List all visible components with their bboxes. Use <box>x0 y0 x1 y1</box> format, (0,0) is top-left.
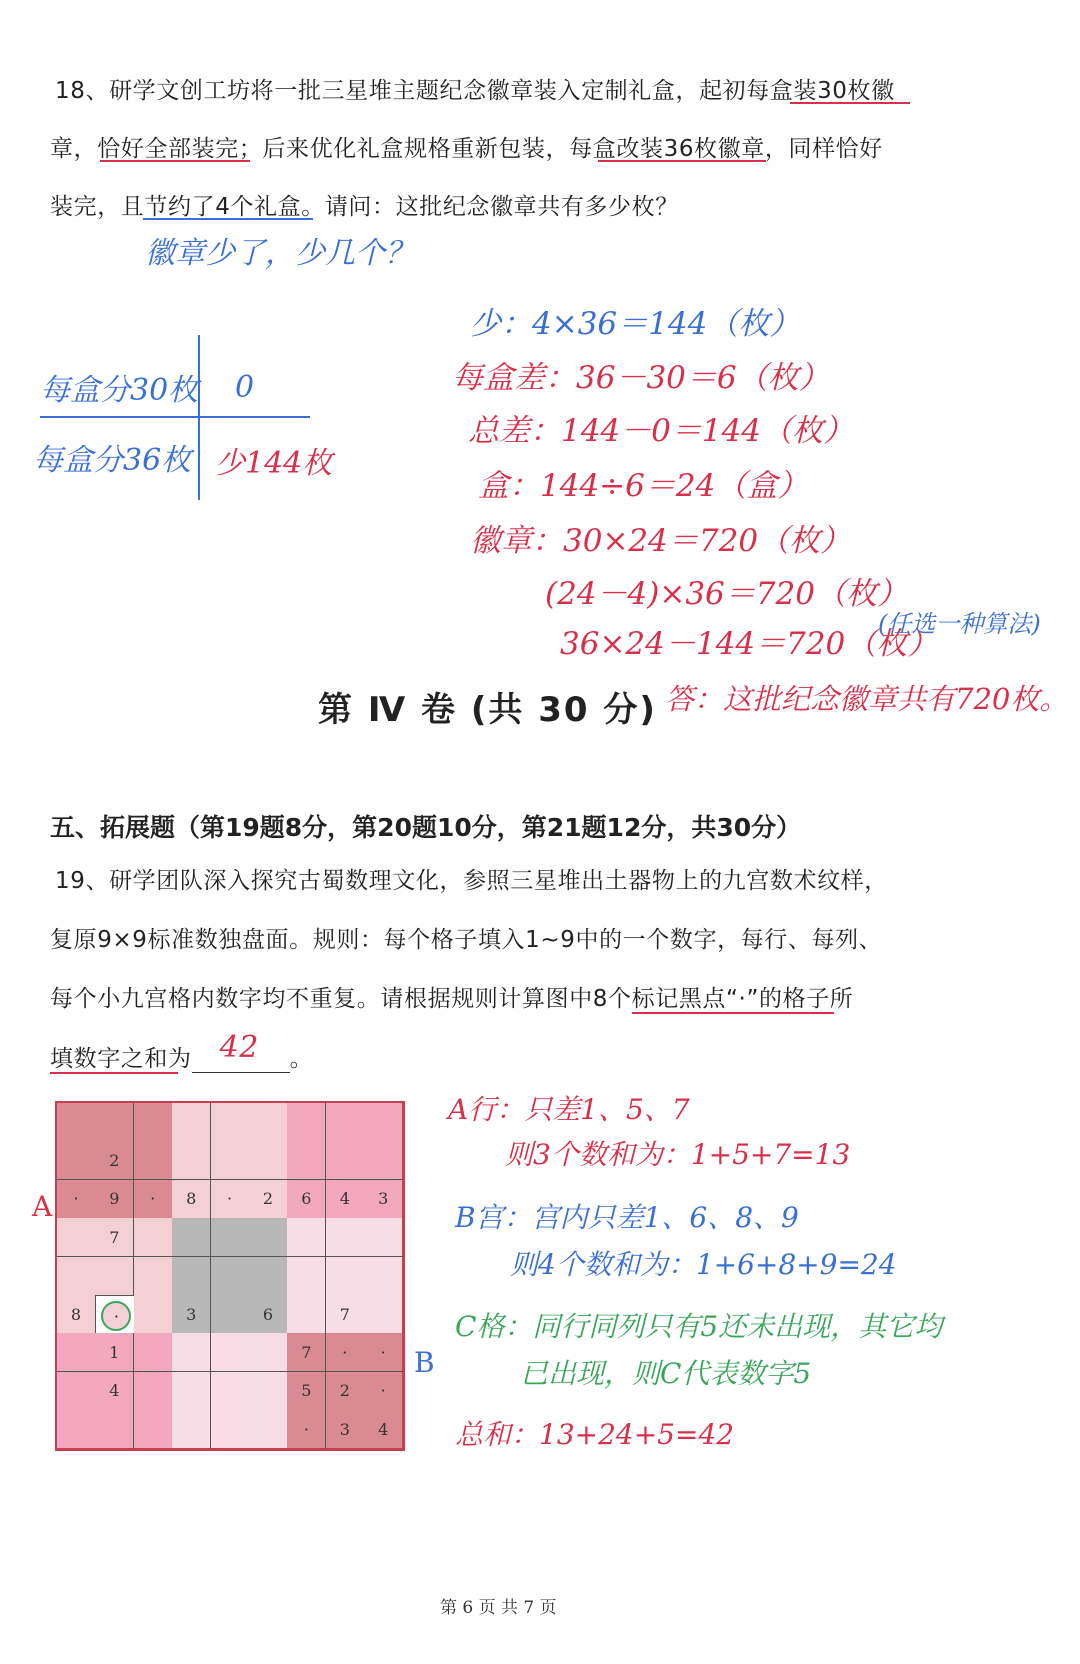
table-row1-value: 0 <box>235 370 255 405</box>
sudoku-grid <box>57 1103 411 1457</box>
sudoku-cell: 4 <box>364 1410 404 1450</box>
section5-title: 五、拓展题（第19题8分，第20题10分，第21题12分，共30分） <box>50 813 802 842</box>
sudoku-cell: 3 <box>172 1295 211 1335</box>
explain-a-1: A行：只差1、5、7 <box>448 1093 690 1126</box>
underline-mark <box>100 160 250 162</box>
table-row2-value: 少144枚 <box>215 446 333 481</box>
choose-note: (任选一种算法) <box>878 610 1041 638</box>
solution-step-6: (24－4)×36＝720（枚） <box>545 576 908 612</box>
sudoku-cell: 6 <box>287 1180 326 1220</box>
sudoku-cell: 8 <box>172 1180 211 1220</box>
solution-step-5: 徽章：30×24＝720（枚） <box>470 523 852 559</box>
sudoku-cell: 5 <box>287 1372 326 1411</box>
label-a: A <box>32 1190 53 1223</box>
sudoku-cell-c: · <box>101 1301 131 1331</box>
explain-c-2: 已出现，则C代表数字5 <box>520 1357 812 1390</box>
underline-mark <box>790 102 910 104</box>
sudoku-cell: 8 <box>57 1295 96 1335</box>
sudoku-cell: · <box>326 1333 365 1372</box>
sudoku-cell: 7 <box>326 1295 365 1335</box>
solution-step-2: 每盒差：36－30＝6（枚） <box>452 360 830 396</box>
sudoku-cell: 2 <box>249 1180 289 1220</box>
solution-step-1: 少：4×36＝144（枚） <box>470 306 801 342</box>
q19-line1: 19、研学团队深入探究古蜀数理文化，参照三星堆出土器物上的九宫数术纹样， <box>55 868 888 894</box>
explain-c-1: C格：同行同列只有5还未出现，其它均 <box>455 1310 943 1343</box>
sudoku-cell: · <box>134 1180 174 1220</box>
sudoku-cell: 6 <box>249 1295 289 1335</box>
q18-answer: 答：这批纪念徽章共有720枚。 <box>665 682 1069 716</box>
solution-step-7: 36×24－144＝720（枚） <box>560 626 939 662</box>
sudoku-cell: 7 <box>287 1333 326 1372</box>
sudoku-cell: 1 <box>95 1333 134 1372</box>
underline-mark <box>632 1012 834 1014</box>
explain-b-1: B宫：宫内只差1、6、8、9 <box>455 1201 799 1234</box>
q18-line1: 18、研学文创工坊将一批三星堆主题纪念徽章装入定制礼盒，起初每盒装30枚徽 <box>55 78 895 104</box>
page-footer: 第 6 页 共 7 页 <box>440 1598 557 1618</box>
sudoku-cell: 3 <box>364 1180 404 1220</box>
sudoku-cell: · <box>364 1333 404 1372</box>
explain-b-2: 则4个数和为：1+6+8+9=24 <box>510 1248 897 1281</box>
q18-line2: 章，恰好全部装完；后来优化礼盒规格重新包装，每盒改装36枚徽章，同样恰好 <box>50 136 883 162</box>
sudoku-cell: 3 <box>326 1410 365 1450</box>
sudoku-cell: 4 <box>95 1372 134 1411</box>
volume-title: 第 Ⅳ 卷 (共 30 分) <box>318 690 657 730</box>
table-hline <box>40 416 310 418</box>
label-b: B <box>414 1346 435 1379</box>
table-row1-label: 每盒分30枚 <box>40 373 199 408</box>
q19-line3: 每个小九宫格内数字均不重复。请根据规则计算图中8个标记黑点“·”的格子所 <box>50 986 854 1012</box>
explain-total: 总和：13+24+5=42 <box>455 1418 735 1451</box>
q18-note: 徽章少了，少几个？ <box>145 236 415 271</box>
underline-mark <box>143 218 313 220</box>
q19-line4: 填数字之和为 42 。 <box>50 1030 314 1072</box>
sudoku-cell: 2 <box>95 1141 134 1180</box>
underline-mark <box>50 1072 178 1074</box>
sudoku-cell: · <box>211 1180 250 1220</box>
sudoku-frame <box>55 1101 405 1451</box>
answer-blank[interactable]: 42 <box>192 1046 290 1073</box>
solution-step-4: 盒：144÷6＝24（盒） <box>478 468 809 504</box>
explain-a-2: 则3个数和为：1+5+7=13 <box>505 1138 851 1171</box>
q19-line2: 复原9×9标准数独盘面。规则：每个格子填入1~9中的一个数字，每行、每列、 <box>50 927 883 953</box>
sudoku-cell: · <box>57 1180 96 1220</box>
sudoku-cell: 7 <box>95 1218 134 1257</box>
sudoku-cell: 4 <box>326 1180 365 1220</box>
sudoku-cell: · <box>287 1410 326 1450</box>
table-row2-label: 每盒分36枚 <box>33 443 192 478</box>
sudoku-cell: 2 <box>326 1372 365 1411</box>
sudoku-cell: 9 <box>95 1180 134 1220</box>
q18-line3: 装完，且节约了4个礼盒。请问：这批纪念徽章共有多少枚？ <box>50 194 679 220</box>
sudoku-cell: · <box>364 1372 404 1411</box>
underline-mark <box>598 160 766 162</box>
solution-step-3: 总差：144－0＝144（枚） <box>468 413 855 449</box>
